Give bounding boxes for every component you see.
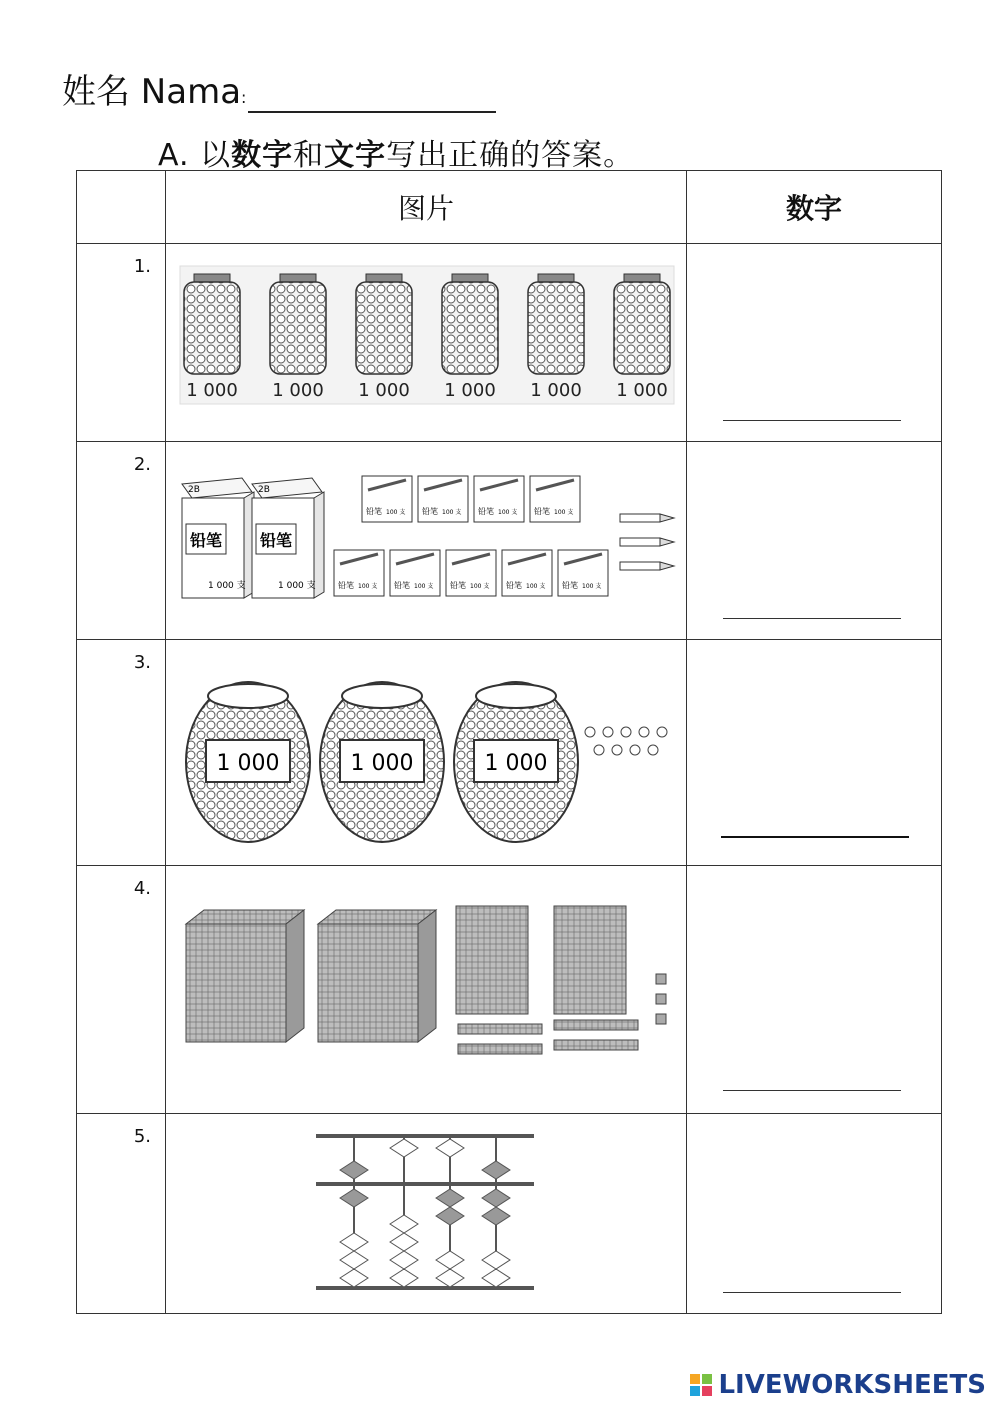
ten-rod [554, 1020, 638, 1030]
answer-cell[interactable] [687, 866, 942, 1114]
small-pencil-box [474, 476, 524, 522]
name-row [62, 64, 496, 113]
name-colon: : [241, 88, 247, 107]
jar-lid [280, 274, 316, 282]
small-pencil-box [446, 550, 496, 596]
jar [528, 274, 584, 401]
earth-bead [390, 1269, 418, 1287]
bead-jar-label: 1 000 [350, 751, 414, 776]
jar-body [184, 282, 240, 374]
hundred-flat [456, 906, 528, 1014]
bead-jar-mouth [342, 684, 422, 708]
table-row [77, 244, 942, 442]
row-number: 2. [77, 442, 166, 640]
small-box-label: 铅笔 [366, 507, 382, 516]
jar-label: 1 000 [530, 380, 582, 401]
table-row [77, 640, 942, 866]
picture-cell-pencils [166, 442, 687, 640]
small-pencil-box [558, 550, 608, 596]
jar-label: 1 000 [358, 380, 410, 401]
earth-bead [482, 1189, 510, 1207]
small-box-count: 100 支 [582, 583, 602, 590]
small-box-label: 铅笔 [478, 507, 494, 516]
small-box-count: 100 支 [442, 509, 462, 516]
big-box-count: 1 000 支 [278, 581, 316, 591]
earth-bead [436, 1189, 464, 1207]
table-row [77, 1114, 942, 1314]
loose-bead [657, 727, 667, 737]
small-box-count: 100 支 [386, 509, 406, 516]
picture-cell-beads [166, 640, 687, 866]
pencil-body [620, 514, 660, 522]
ten-rod [458, 1044, 542, 1054]
big-box-count: 1 000 支 [208, 581, 246, 591]
earth-bead [482, 1207, 510, 1225]
loose-bead [594, 745, 604, 755]
jar [442, 274, 498, 401]
small-box-label: 铅笔 [394, 581, 410, 590]
jars-backdrop [180, 266, 674, 404]
name-label: 姓名 Nama [62, 72, 242, 112]
big-pencil-box [252, 478, 324, 598]
cube-top [186, 910, 304, 924]
jar-body [442, 282, 498, 374]
loose-bead [585, 727, 595, 737]
abacus-rod [436, 1136, 464, 1288]
earth-bead [390, 1251, 418, 1269]
loose-bead [612, 745, 622, 755]
jar [614, 274, 670, 401]
row-number: 3. [77, 640, 166, 866]
small-box-label: 铅笔 [506, 581, 522, 590]
jar-body [356, 282, 412, 374]
loose-bead [648, 745, 658, 755]
small-box-count: 100 支 [498, 509, 518, 516]
cube-side [286, 910, 304, 1042]
loose-bead [603, 727, 613, 737]
answer-cell[interactable] [687, 244, 942, 442]
jar-label: 1 000 [444, 380, 496, 401]
picture-cell-jars [166, 244, 687, 442]
cube-side [418, 910, 436, 1042]
earth-bead [340, 1233, 368, 1251]
bead-jar [454, 682, 578, 842]
earth-bead [482, 1251, 510, 1269]
header-number: 数字 [687, 171, 942, 244]
jar-label: 1 000 [272, 380, 324, 401]
unit-cube [656, 994, 666, 1004]
worksheet-table [76, 170, 942, 1314]
big-pencil-box [182, 478, 254, 598]
unit-cube [656, 974, 666, 984]
heaven-bead [390, 1139, 418, 1157]
abacus-top-bar [316, 1134, 534, 1138]
small-pencil-box [418, 476, 468, 522]
pencils-illustration [166, 442, 686, 638]
pencil-tip [660, 538, 674, 546]
ten-rod [554, 1040, 638, 1050]
small-box-label: 铅笔 [562, 581, 578, 590]
jar-lid [538, 274, 574, 282]
big-box-label: 铅笔 [190, 531, 223, 550]
earth-bead [482, 1269, 510, 1287]
pencil-tip [660, 514, 674, 522]
pencil-body [620, 538, 660, 546]
small-pencil-box [502, 550, 552, 596]
bead-jar [186, 682, 310, 842]
heaven-bead [340, 1161, 368, 1179]
earth-bead [390, 1233, 418, 1251]
bead-jar-label: 1 000 [484, 751, 548, 776]
header-empty-cell [77, 171, 166, 244]
bead-jar-label: 1 000 [216, 751, 280, 776]
earth-bead [340, 1189, 368, 1207]
heaven-bead [436, 1139, 464, 1157]
earth-bead [340, 1269, 368, 1287]
jar [184, 274, 240, 401]
small-box-label: 铅笔 [450, 581, 466, 590]
instruction-bold-number: 数字 [231, 138, 294, 173]
cube-front [318, 924, 418, 1042]
unit-cube [656, 1014, 666, 1024]
pencil-tip [660, 562, 674, 570]
small-box-count: 100 支 [470, 583, 490, 590]
row-number: 4. [77, 866, 166, 1114]
hundred-flat [554, 906, 626, 1014]
earth-bead [390, 1215, 418, 1233]
abacus-rod [482, 1136, 510, 1288]
jar-lid [452, 274, 488, 282]
cube-front [186, 924, 286, 1042]
small-box-count: 100 支 [526, 583, 546, 590]
single-pencil [620, 514, 674, 522]
instruction-bold-text: 文字 [324, 138, 387, 173]
jars-illustration [166, 244, 686, 440]
abacus-illustration [166, 1114, 686, 1312]
instruction-mid: 和 [293, 138, 325, 173]
table-header-row [77, 171, 942, 244]
abacus-rod [340, 1136, 368, 1288]
bead-jar-mouth [208, 684, 288, 708]
loose-bead [639, 727, 649, 737]
earth-bead [436, 1251, 464, 1269]
answer-cell[interactable] [687, 640, 942, 866]
abacus-bottom-bar [316, 1286, 534, 1290]
small-pencil-box [530, 476, 580, 522]
jar-label: 1 000 [616, 380, 668, 401]
small-pencil-box [362, 476, 412, 522]
answer-line[interactable] [721, 836, 909, 838]
thousand-cube [186, 910, 304, 1042]
abacus-middle-bar [316, 1182, 534, 1186]
bead-jar-mouth [476, 684, 556, 708]
jar-lid [194, 274, 230, 282]
small-box-count: 100 支 [414, 583, 434, 590]
table-row [77, 442, 942, 640]
thousand-cube [318, 910, 436, 1042]
liveworksheets-logo [690, 1370, 986, 1400]
beads-illustration [166, 640, 686, 864]
jar-label: 1 000 [186, 380, 238, 401]
jar-body [528, 282, 584, 374]
picture-cell-blocks [166, 866, 687, 1114]
cube-top [318, 910, 436, 924]
jar [356, 274, 412, 401]
small-box-count: 100 支 [358, 583, 378, 590]
jar-body [614, 282, 670, 374]
table-row [77, 866, 942, 1114]
jar-lid [624, 274, 660, 282]
single-pencil [620, 538, 674, 546]
earth-bead [436, 1207, 464, 1225]
bead-jar [320, 682, 444, 842]
small-box-count: 100 支 [554, 509, 574, 516]
pencil-brand-label: 2B [258, 485, 270, 495]
header-picture: 图片 [166, 171, 687, 244]
instruction-prefix: A. 以 [158, 138, 232, 173]
answer-line[interactable] [723, 1292, 901, 1293]
heaven-bead [482, 1161, 510, 1179]
answer-line[interactable] [723, 618, 901, 619]
row-number: 5. [77, 1114, 166, 1314]
jar-body [270, 282, 326, 374]
instruction-suffix: 写出正确的答案。 [386, 138, 635, 173]
small-box-label: 铅笔 [338, 581, 354, 590]
big-box-label: 铅笔 [260, 531, 293, 550]
name-field[interactable] [248, 77, 496, 113]
answer-line[interactable] [723, 420, 901, 421]
small-box-label: 铅笔 [534, 507, 550, 516]
brand-logo-icon [690, 1374, 712, 1396]
jar [270, 274, 326, 401]
pencil-brand-label: 2B [188, 485, 200, 495]
picture-cell-abacus [166, 1114, 687, 1314]
small-box-label: 铅笔 [422, 507, 438, 516]
small-pencil-box [334, 550, 384, 596]
earth-bead [436, 1269, 464, 1287]
answer-cell[interactable] [687, 1114, 942, 1314]
pencil-body [620, 562, 660, 570]
loose-bead [630, 745, 640, 755]
instruction-heading [158, 130, 634, 174]
answer-line[interactable] [723, 1090, 901, 1091]
single-pencil [620, 562, 674, 570]
small-pencil-box [390, 550, 440, 596]
loose-bead [621, 727, 631, 737]
earth-bead [340, 1251, 368, 1269]
abacus-rod [390, 1136, 418, 1288]
ten-rod [458, 1024, 542, 1034]
jar-lid [366, 274, 402, 282]
brand-name: LIVEWORKSHEETS [718, 1370, 986, 1400]
answer-cell[interactable] [687, 442, 942, 640]
blocks-illustration [166, 866, 686, 1112]
row-number: 1. [77, 244, 166, 442]
